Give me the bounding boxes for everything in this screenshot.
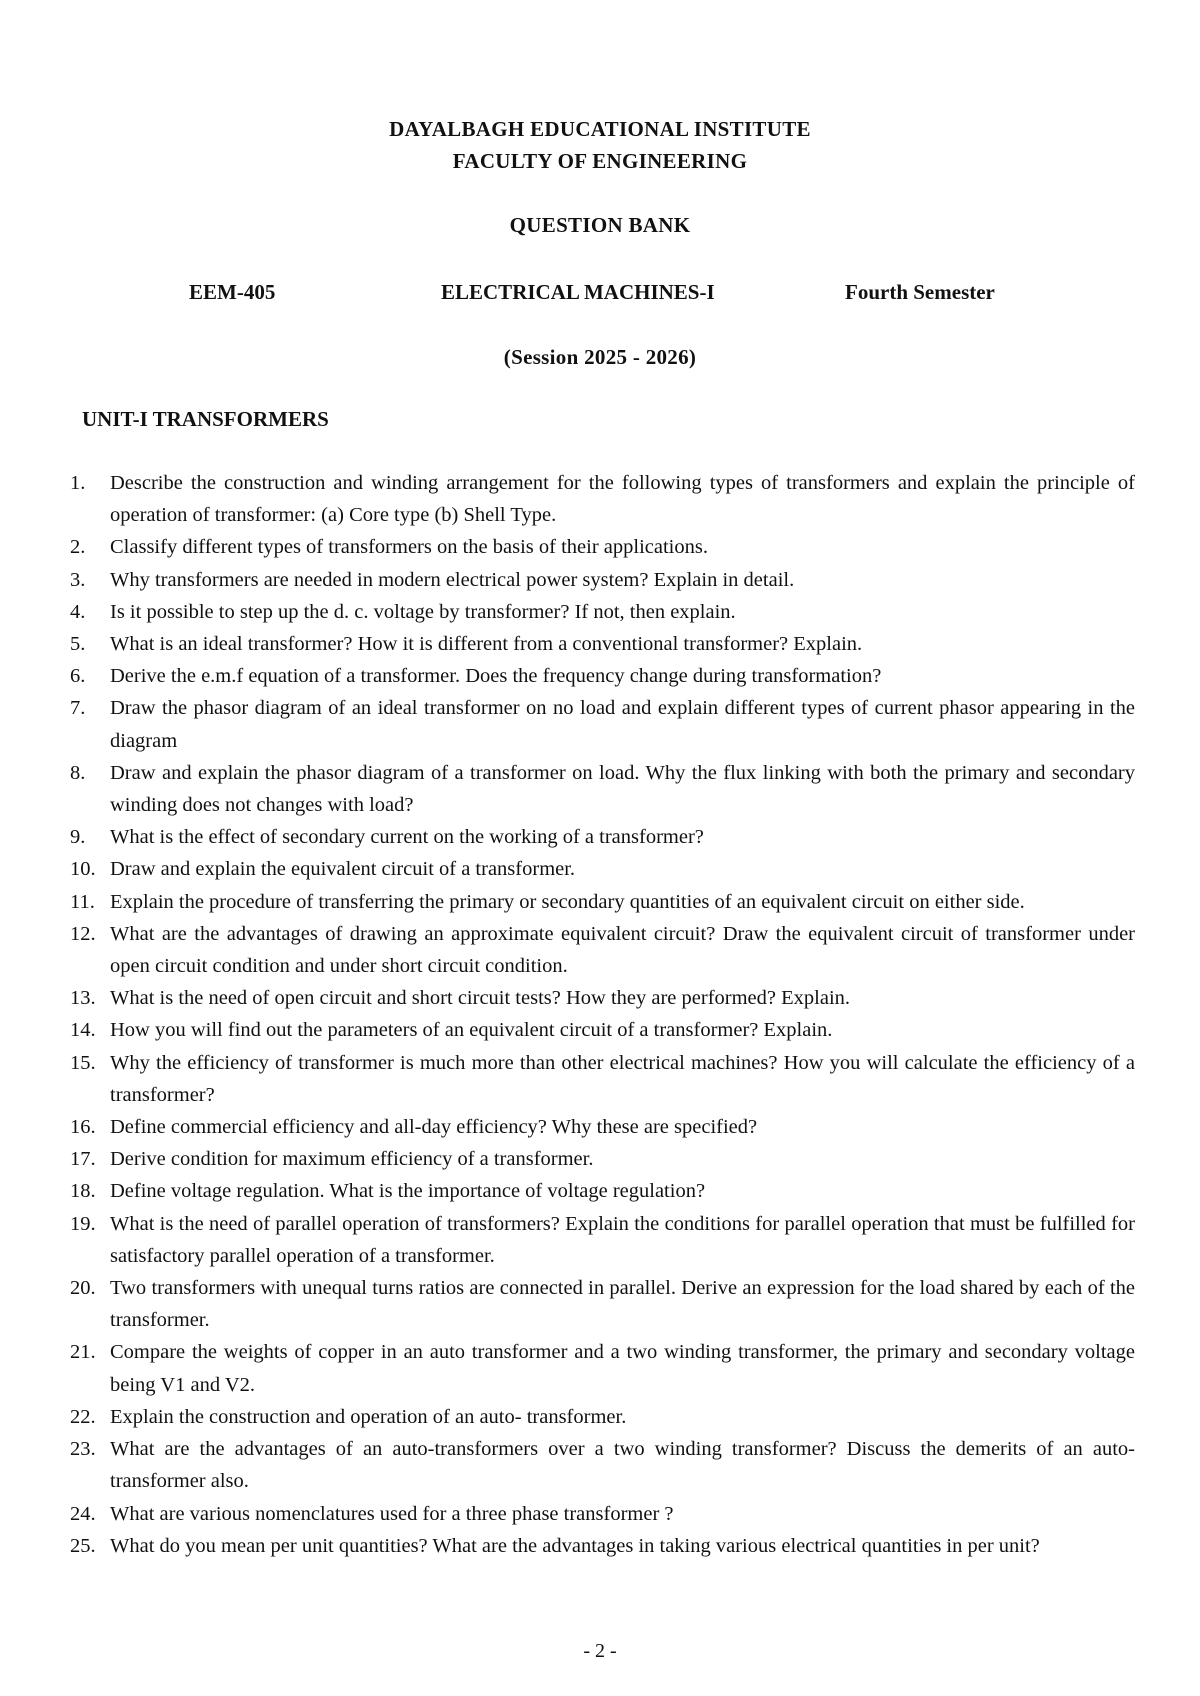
question-text: Why transformers are needed in modern electrical power system? Explain in detail. bbox=[110, 568, 795, 591]
question-number: 15. bbox=[70, 1051, 96, 1074]
question-item bbox=[70, 596, 1135, 628]
question-item bbox=[70, 1498, 1135, 1530]
question-text: Define commercial efficiency and all-day efficiency? Why these are specified? bbox=[110, 1116, 758, 1139]
course-info-row bbox=[0, 280, 1200, 308]
question-text: Derive condition for maximum efficiency of a transformer. bbox=[110, 1148, 594, 1171]
question-number: 9. bbox=[70, 826, 86, 849]
question-number: 6. bbox=[70, 665, 86, 688]
question-number: 13. bbox=[70, 987, 96, 1010]
question-text: What is the effect of secondary current on the working of a transformer? bbox=[110, 826, 704, 849]
question-number: 8. bbox=[70, 761, 86, 784]
document-title: QUESTION BANK bbox=[509, 213, 691, 237]
question-number: 17. bbox=[70, 1148, 96, 1171]
question-item bbox=[70, 982, 1135, 1014]
question-number: 25. bbox=[70, 1534, 96, 1557]
question-text: How you will find out the parameters of an equivalent circuit of a transformer? Explain. bbox=[110, 1019, 833, 1042]
question-text: Two transformers with unequal turns ratios are connected in parallel. Derive an expression for the load shared by each of the transformer. bbox=[110, 1277, 1135, 1332]
question-item bbox=[70, 1111, 1135, 1143]
institute-name: DAYALBAGH EDUCATIONAL INSTITUTE bbox=[389, 117, 811, 141]
question-item bbox=[70, 1014, 1135, 1046]
question-text: Why the efficiency of transformer is much more than other electrical machines? How you will calculate the efficiency of a transformer? bbox=[110, 1051, 1135, 1106]
question-number: 20. bbox=[70, 1277, 96, 1300]
question-item bbox=[70, 757, 1135, 821]
course-code: EEM-405 bbox=[189, 280, 276, 304]
session-label: (Session 2025 - 2026) bbox=[503, 345, 697, 369]
question-text: Explain the construction and operation of an auto- transformer. bbox=[110, 1405, 627, 1428]
question-text: What is the need of open circuit and short circuit tests? How they are performed? Explain. bbox=[110, 987, 851, 1010]
question-item bbox=[70, 1175, 1135, 1207]
question-number: 11. bbox=[70, 890, 95, 913]
question-text: What are the advantages of an auto-transformers over a two winding transformer? Discuss the demerits of an auto-transformer also. bbox=[110, 1438, 1135, 1493]
question-number: 16. bbox=[70, 1116, 96, 1139]
question-number: 7. bbox=[70, 697, 86, 720]
question-item bbox=[70, 918, 1135, 982]
question-item bbox=[70, 1047, 1135, 1111]
question-number: 10. bbox=[70, 858, 96, 881]
question-item bbox=[70, 1433, 1135, 1497]
question-number: 24. bbox=[70, 1502, 96, 1525]
course-name: ELECTRICAL MACHINES-I bbox=[441, 280, 715, 304]
question-text: Describe the construction and winding arrangement for the following types of transformers and explain the principle of operation of transformer: (a) Core type (b) Shell Type. bbox=[110, 472, 1135, 527]
question-number: 5. bbox=[70, 633, 86, 656]
question-text: What do you mean per unit quantities? What are the advantages in taking various electrical quantities in per unit? bbox=[110, 1534, 1040, 1557]
question-text: Draw the phasor diagram of an ideal transformer on no load and explain different types of current phasor appearing in the diagram bbox=[110, 697, 1135, 752]
question-item bbox=[70, 660, 1135, 692]
question-number: 1. bbox=[70, 472, 86, 494]
question-number: 23. bbox=[70, 1438, 96, 1461]
question-text: What is the need of parallel operation of transformers? Explain the conditions for parallel operation that must be fulfilled for satisfactory parallel operation of a transformer. bbox=[110, 1212, 1135, 1267]
question-number: 2. bbox=[70, 536, 86, 559]
question-text: Explain the procedure of transferring the primary or secondary quantities of an equivalent circuit on either side. bbox=[110, 890, 1025, 913]
question-text: Derive the e.m.f equation of a transformer. Does the frequency change during transformation? bbox=[110, 665, 882, 688]
question-text: What is an ideal transformer? How it is different from a conventional transformer? Explain. bbox=[110, 633, 863, 656]
question-item bbox=[70, 628, 1135, 660]
question-text: What are the advantages of drawing an approximate equivalent circuit? Draw the equivalent circuit of transformer under open circuit condition and under short circuit condition. bbox=[110, 922, 1135, 978]
question-text: Draw and explain the phasor diagram of a transformer on load. Why the flux linking with both the primary and secondary winding does not changes with load? bbox=[110, 761, 1135, 817]
question-number: 14. bbox=[70, 1019, 96, 1042]
semester-label: Fourth Semester bbox=[845, 280, 995, 304]
question-number: 19. bbox=[70, 1212, 96, 1235]
question-text: Define voltage regulation. What is the importance of voltage regulation? bbox=[110, 1180, 706, 1203]
question-item bbox=[70, 1401, 1135, 1433]
faculty-name: FACULTY OF ENGINEERING bbox=[452, 149, 748, 173]
question-item bbox=[70, 1530, 1135, 1562]
question-item bbox=[70, 531, 1135, 563]
question-item bbox=[70, 1272, 1135, 1336]
question-number: 22. bbox=[70, 1405, 96, 1428]
question-item bbox=[70, 467, 1135, 531]
page-number: - 2 - bbox=[583, 1640, 617, 1662]
question-item bbox=[70, 1336, 1135, 1400]
question-item bbox=[70, 564, 1135, 596]
question-text: Compare the weights of copper in an auto transformer and a two winding transformer, the primary and secondary voltage being V1 and V2. bbox=[110, 1341, 1135, 1396]
question-number: 21. bbox=[70, 1341, 96, 1364]
question-item bbox=[70, 886, 1135, 918]
question-text: Is it possible to step up the d. c. voltage by transformer? If not, then explain. bbox=[110, 600, 736, 623]
question-item bbox=[70, 821, 1135, 853]
question-number: 3. bbox=[70, 568, 86, 591]
unit-heading: UNIT-I TRANSFORMERS bbox=[82, 407, 329, 431]
question-number: 4. bbox=[70, 600, 86, 623]
question-text: Draw and explain the equivalent circuit of a transformer. bbox=[110, 858, 576, 881]
question-number: 12. bbox=[70, 922, 96, 945]
question-item bbox=[70, 692, 1135, 756]
question-list bbox=[70, 467, 1135, 1562]
question-item bbox=[70, 853, 1135, 885]
question-item bbox=[70, 1208, 1135, 1272]
question-text: Classify different types of transformers on the basis of their applications. bbox=[110, 536, 708, 559]
question-text: What are various nomenclatures used for a three phase transformer ? bbox=[110, 1502, 674, 1525]
question-number: 18. bbox=[70, 1180, 96, 1203]
question-item bbox=[70, 1143, 1135, 1175]
